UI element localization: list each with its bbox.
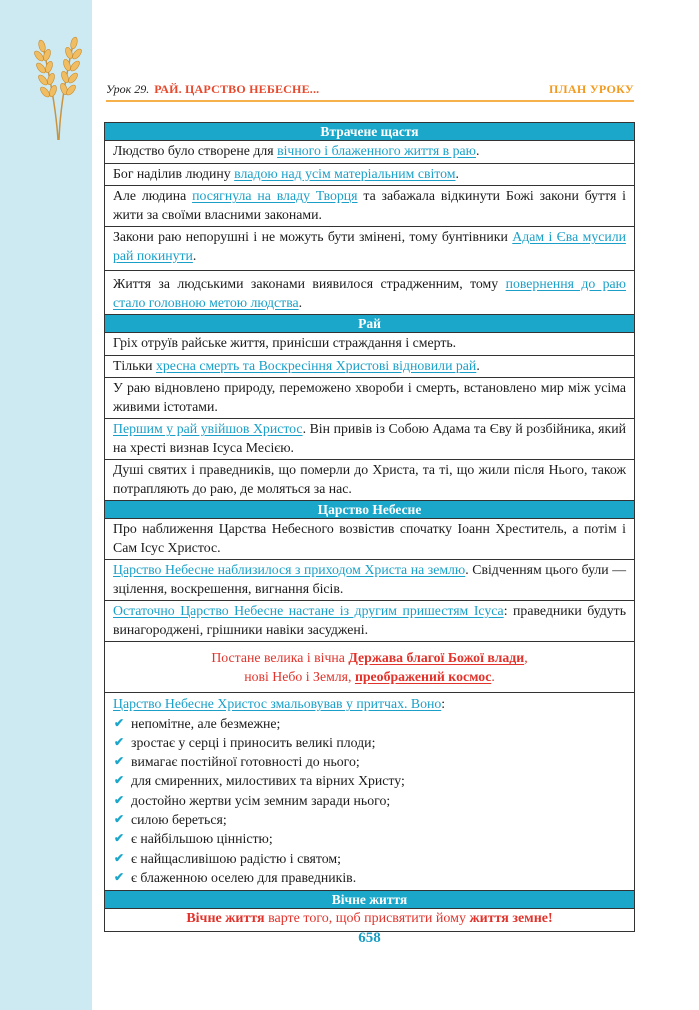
- emphasis-strong: життя земне!: [469, 911, 553, 927]
- header-rule: [106, 100, 634, 102]
- kingdom-emphasis-row: [105, 642, 634, 693]
- page-header: [106, 80, 634, 102]
- table-row: [105, 419, 634, 460]
- row-text: .: [475, 143, 480, 158]
- check-icon: ✔: [114, 831, 125, 846]
- check-icon: ✔: [114, 773, 125, 788]
- highlight-link: Адам і Єва мусили рай покинути: [113, 229, 626, 263]
- lesson-prefix: Урок 29.: [106, 82, 150, 96]
- list-item-text: зростає у серці і приносить великі плоди;: [131, 734, 376, 750]
- check-icon: ✔: [114, 869, 125, 884]
- check-icon: ✔: [114, 811, 125, 826]
- row-text: . Він привів із Собою Адама та Єву й розбійника, який на хресті визнав Ісуса Месією.: [113, 421, 626, 455]
- emphasis-text: Постане велика і вічна: [211, 650, 349, 665]
- section-title-paradise: Рай: [105, 315, 634, 333]
- row-text: Людство було створене для: [113, 143, 278, 158]
- emphasis-text: .: [491, 669, 495, 684]
- row-text: Життя за людськими законами виявилося страдженним, тому: [113, 276, 506, 291]
- table-row: [105, 601, 634, 642]
- row-text: Закони раю непорушні і не можуть бути змінені, тому бунтівники: [113, 229, 513, 244]
- check-icon: ✔: [114, 792, 125, 807]
- list-item: [113, 714, 626, 733]
- highlight-link: посягнула на владу Творця: [192, 188, 358, 203]
- emphasis-strong: Держава благої Божої влади: [348, 650, 525, 665]
- kingdom-parables-row: [105, 693, 634, 891]
- list-item-text: є найбільшою цінністю;: [131, 831, 273, 847]
- row-text: Але людина: [113, 188, 193, 203]
- check-icon: ✔: [114, 754, 125, 769]
- list-item-text: є блаженною оселею для праведників.: [131, 869, 357, 885]
- list-item: [113, 868, 626, 887]
- list-item-text: для смиренних, милостивих та вірних Христу;: [131, 773, 405, 789]
- table-row: У раю відновлено природу, переможено хвороби і смерть, встановлено мир між усіма живими істотами.: [105, 378, 634, 419]
- plan-label: ПЛАН УРОКУ: [549, 82, 634, 96]
- row-text: :: [441, 696, 446, 711]
- list-item-text: силою береться;: [131, 811, 227, 827]
- page-number: 658: [358, 930, 381, 946]
- table-row: [105, 141, 634, 164]
- table-row: [105, 164, 634, 187]
- highlight-link: Першим у рай увійшов Христос: [113, 421, 303, 436]
- list-item-text: непомітне, але безмежне;: [131, 715, 281, 731]
- list-item: [113, 791, 626, 810]
- section-title-lost-happiness: Втрачене щастя: [105, 123, 634, 141]
- list-item: [113, 829, 626, 848]
- row-text: : праведники будуть винагороджені, грішники навіки засуджені.: [113, 603, 627, 637]
- emphasis-text: ,: [524, 650, 528, 665]
- table-row: Гріх отруїв райське життя, принісши страждання і смерть.: [105, 333, 634, 356]
- highlight-link: Остаточно Царство Небесне настане із другим пришестям Ісуса: [113, 603, 504, 618]
- table-row: [105, 227, 634, 271]
- check-icon: ✔: [114, 715, 125, 730]
- emphasis-strong: преображений космос: [354, 669, 492, 684]
- lesson-heading: [106, 82, 319, 97]
- table-row: [105, 186, 634, 227]
- row-text: . Свідченням цього були — зцілення, воскрешення, вигнання бісів.: [113, 562, 626, 596]
- table-row: [105, 909, 634, 931]
- lesson-title: РАЙ. ЦАРСТВО НЕБЕСНЕ...: [154, 82, 320, 96]
- emphasis-line: [113, 648, 626, 667]
- row-text: .: [192, 247, 197, 263]
- section-title-eternal-life: Вічне життя: [105, 891, 634, 909]
- list-item-text: є найщасливішою радістю і святом;: [131, 850, 341, 866]
- table-row: [105, 560, 634, 601]
- table-row: Душі святих і праведників, що померли до Христа, та ті, що жили після Нього, також потрапляють до раю, де моляться за нас.: [105, 460, 634, 501]
- table-row: [105, 271, 634, 315]
- side-strip: [0, 0, 92, 1010]
- highlight-link: повернення до раю стало головною метою людства: [113, 276, 626, 310]
- list-item-text: вимагає постійної готовності до нього;: [131, 754, 360, 770]
- lesson-plan-table: [104, 122, 635, 932]
- emphasis-text: нові Небо і Земля,: [244, 669, 355, 684]
- list-item: [113, 752, 626, 771]
- row-text: Бог наділив людину: [113, 165, 235, 181]
- row-text: .: [455, 165, 459, 181]
- wheat-icon: [28, 28, 88, 143]
- list-item-text: достойно жертви усім земним заради нього;: [131, 792, 391, 808]
- row-text: .: [476, 357, 480, 373]
- row-text: Тільки: [113, 357, 156, 373]
- table-row: Про наближення Царства Небесного возвістив спочатку Іоанн Хреститель, а потім і Сам Ісус Христос.: [105, 519, 634, 560]
- row-text: та забажала відкинути Божі закони буття і жити за своїми власними законами.: [113, 188, 626, 222]
- highlight-link: Царство Небесне Христос змальовував у притчах. Воно: [113, 696, 442, 711]
- emphasis-text: варте того, щоб присвятити йому: [264, 911, 470, 927]
- emphasis-strong: Вічне життя: [186, 911, 265, 927]
- check-icon: ✔: [114, 850, 125, 865]
- row-text: .: [298, 294, 303, 310]
- list-item: [113, 810, 626, 829]
- kingdom-attributes-list: [113, 714, 626, 888]
- check-icon: ✔: [114, 734, 125, 749]
- highlight-link: вічного і блаженного життя в раю: [277, 143, 476, 158]
- section-title-kingdom: Царство Небесне: [105, 501, 634, 519]
- table-row: [105, 356, 634, 379]
- emphasis-line: [113, 667, 626, 686]
- list-item: [113, 733, 626, 752]
- list-item: [113, 771, 626, 790]
- list-item: [113, 849, 626, 868]
- highlight-link: владою над усім матеріальним світом: [234, 165, 456, 181]
- highlight-link: хресна смерть та Воскресіння Христові відновили рай: [155, 357, 477, 373]
- row-text: [113, 695, 626, 714]
- highlight-link: Царство Небесне наблизилося з приходом Христа на землю: [113, 562, 466, 577]
